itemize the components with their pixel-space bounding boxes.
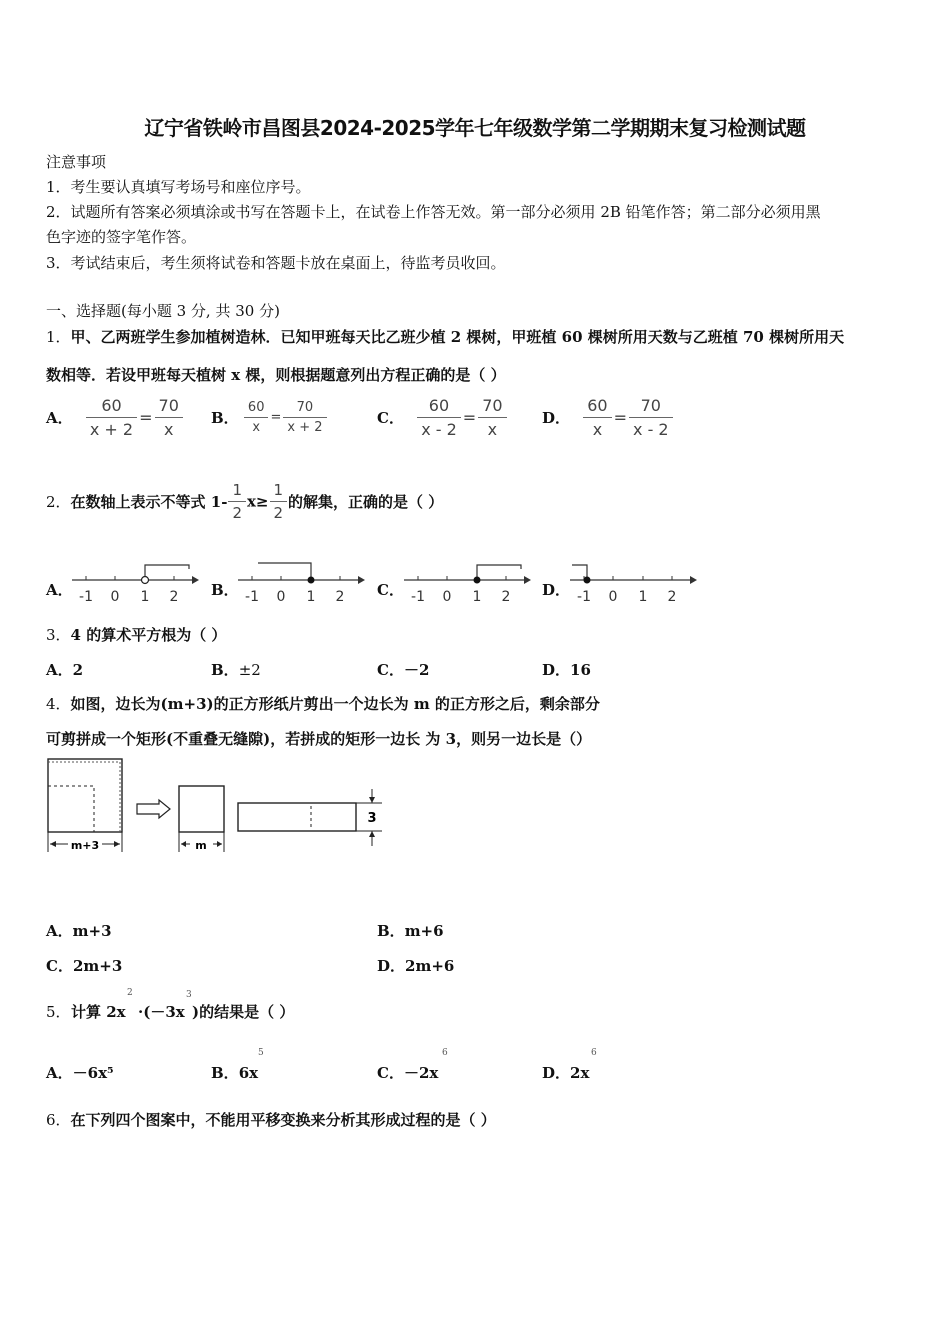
figure-label-3: 3 [367, 811, 377, 826]
frac-den: x [244, 417, 269, 435]
option-label: A． [46, 409, 73, 427]
option-label: B． [377, 922, 405, 940]
q4-option-d[interactable] [377, 955, 454, 976]
tick-label: 1 [306, 589, 316, 605]
q5-option-c[interactable] [377, 1062, 438, 1083]
question-2-suffix: 的解集，正确的是（ ） [288, 493, 444, 511]
tick-label: 1 [140, 589, 150, 605]
question-1-line2: 数相等．若设甲班每天植树 x 棵，则根据题意列出方程正确的是（ ） [46, 366, 506, 384]
q2-option-c-label[interactable]: C． [377, 581, 404, 599]
frac-num: 70 [296, 400, 314, 415]
option-label: B． [211, 661, 239, 679]
q2-option-b-label[interactable]: B． [211, 581, 239, 599]
tick-label: 2 [335, 589, 345, 605]
option-label: D． [542, 1064, 571, 1082]
question-4-line1 [46, 693, 600, 714]
option-label: C． [377, 1064, 404, 1082]
option-value: ±2 [238, 661, 261, 679]
option-label: A． [46, 661, 73, 679]
option-label: D． [542, 409, 571, 427]
number-line-b[interactable] [236, 558, 366, 606]
tick-label: 1 [472, 589, 482, 605]
tick-label: 2 [667, 589, 677, 605]
q1-option-b[interactable] [211, 400, 327, 435]
number-line-c[interactable] [402, 558, 532, 606]
question-3-number: 3． [46, 626, 71, 644]
option-value: 6x [238, 1064, 259, 1082]
q1-option-a[interactable] [46, 396, 183, 439]
option-label: D． [542, 661, 571, 679]
option-value: －2 [403, 661, 430, 679]
tick-label: 2 [169, 589, 179, 605]
tick-label: 2 [501, 589, 511, 605]
frac-den: x + 2 [283, 417, 326, 435]
question-5-mid: ·(－3x [138, 1003, 185, 1021]
question-6-number: 6． [46, 1111, 71, 1129]
question-4-text: 如图，边长为(m+3)的正方形纸片剪出一个边长为 m 的正方形之后，剩余部分 [70, 695, 600, 713]
q4-option-b[interactable] [377, 920, 444, 941]
question-5-exp1: 2 [127, 988, 133, 998]
frac-den: x [583, 417, 611, 439]
question-5-number: 5． [46, 1003, 71, 1021]
tick-label: 0 [608, 589, 618, 605]
question-1-number: 1． [46, 328, 71, 346]
frac-num: 1 [232, 481, 242, 499]
q4-option-c[interactable] [46, 955, 122, 976]
tick-label: -1 [577, 589, 591, 605]
number-line-a[interactable] [70, 558, 200, 606]
frac-num: 1 [273, 481, 284, 499]
notice-item-2: 2．试题所有答案必须填涂或书写在答题卡上，在试卷上作答无效。第一部分必须用 2B 铅笔作答；第二部分必须用黑 [46, 203, 821, 221]
q5-option-b-exp: 5 [258, 1048, 264, 1058]
q3-option-c[interactable] [377, 659, 429, 680]
frac-num: 60 [247, 400, 265, 415]
option-value: m+3 [72, 922, 112, 940]
tick-label: 0 [110, 589, 120, 605]
equals-sign: = [270, 410, 282, 425]
frac-den: 2 [228, 501, 246, 522]
option-label: A． [46, 922, 73, 940]
figure-label-m: m [195, 839, 207, 852]
option-value: 2m+3 [72, 957, 123, 975]
frac-num: 60 [428, 396, 450, 415]
question-5-pre: 计算 2x [71, 1003, 126, 1021]
q1-option-d[interactable] [542, 396, 673, 439]
tick-label: 0 [276, 589, 286, 605]
section-heading: 一、选择题(每小题 3 分, 共 30 分) [46, 302, 280, 320]
question-2-mid: x≥ [246, 492, 269, 511]
frac-den: 2 [270, 501, 288, 522]
notice-item-2-cont: 色字迹的签字笔作答。 [46, 228, 197, 246]
tick-label: -1 [411, 589, 425, 605]
question-1-text: 甲、乙两班学生参加植树造林．已知甲班每天比乙班少植 2 棵树，甲班植 60 棵树所用天数与乙班植 70 棵树所用天 [70, 328, 845, 346]
equals-sign: = [462, 408, 477, 427]
frac-num: 70 [482, 396, 503, 415]
q3-option-a[interactable] [46, 659, 83, 680]
option-label: D． [377, 957, 406, 975]
option-label: A． [46, 1064, 73, 1082]
number-line-d[interactable] [568, 558, 698, 606]
question-5-exp2: 3 [186, 990, 192, 1000]
frac-num: 60 [101, 396, 122, 415]
frac-den: x - 2 [417, 417, 461, 439]
question-4-line2: 可剪拼成一个矩形(不重叠无缝隙)，若拼成的矩形一边长 为 3，则另一边长是（） [46, 730, 592, 748]
frac-den: x + 2 [86, 417, 137, 439]
q5-option-c-exp: 6 [442, 1048, 448, 1058]
option-label: C． [377, 661, 404, 679]
tick-label: 0 [442, 589, 452, 605]
question-2-prefix: 在数轴上表示不等式 1- [70, 493, 228, 511]
option-value: －6x⁵ [72, 1064, 114, 1082]
page-title: 辽宁省铁岭市昌图县2024-2025学年七年级数学第二学期期末复习检测试题 [144, 116, 806, 140]
q5-option-a[interactable] [46, 1062, 114, 1083]
option-label: B． [211, 1064, 239, 1082]
q4-option-a[interactable] [46, 920, 112, 941]
frac-num: 70 [640, 396, 661, 415]
question-3-text: 4 的算术平方根为（ ） [70, 626, 227, 644]
tick-label: -1 [79, 589, 93, 605]
question-2-number: 2． [46, 493, 71, 511]
question-1-line1 [46, 326, 844, 347]
option-value: 2m+6 [405, 957, 455, 975]
option-value: －2x [403, 1064, 439, 1082]
equals-sign: = [139, 408, 153, 427]
square-cut-figure [44, 756, 389, 858]
frac-den: x - 2 [629, 417, 673, 439]
question-4-number: 4． [46, 695, 71, 713]
question-6 [46, 1109, 496, 1130]
question-3 [46, 624, 226, 645]
q5-option-b[interactable] [211, 1062, 258, 1083]
option-label: C． [377, 409, 404, 427]
tick-label: -1 [245, 589, 259, 605]
q2-option-d-label[interactable]: D． [542, 581, 571, 599]
frac-den: x [478, 417, 506, 439]
frac-num: 60 [587, 396, 608, 415]
option-value: 16 [570, 661, 591, 679]
option-value: 2 [72, 661, 84, 679]
notice-item-1: 1．考生要认真填写考场号和座位序号。 [46, 178, 311, 196]
question-2 [46, 481, 443, 522]
equals-sign: = [613, 408, 628, 427]
frac-num: 70 [158, 396, 179, 415]
tick-label: 1 [638, 589, 648, 605]
notice-item-3: 3．考试结束后，考生须将试卷和答题卡放在桌面上，待监考员收回。 [46, 254, 506, 272]
question-5-post: )的结果是（ ） [192, 1003, 295, 1021]
q3-option-b[interactable] [211, 659, 261, 680]
q1-option-c[interactable] [377, 396, 507, 439]
figure-label-m-plus-3: m+3 [70, 839, 100, 852]
q2-option-a-label[interactable]: A． [46, 581, 73, 599]
notice-heading: 注意事项 [46, 153, 107, 171]
option-label: C． [46, 957, 73, 975]
option-value: m+6 [404, 922, 444, 940]
option-value: 2x [570, 1064, 590, 1082]
q5-option-d-exp: 6 [591, 1048, 597, 1058]
question-6-text: 在下列四个图案中，不能用平移变换来分析其形成过程的是（ ） [70, 1111, 496, 1129]
q5-option-d[interactable] [542, 1062, 589, 1083]
q3-option-d[interactable] [542, 659, 591, 680]
option-label: B． [211, 409, 239, 427]
frac-den: x [155, 417, 183, 439]
